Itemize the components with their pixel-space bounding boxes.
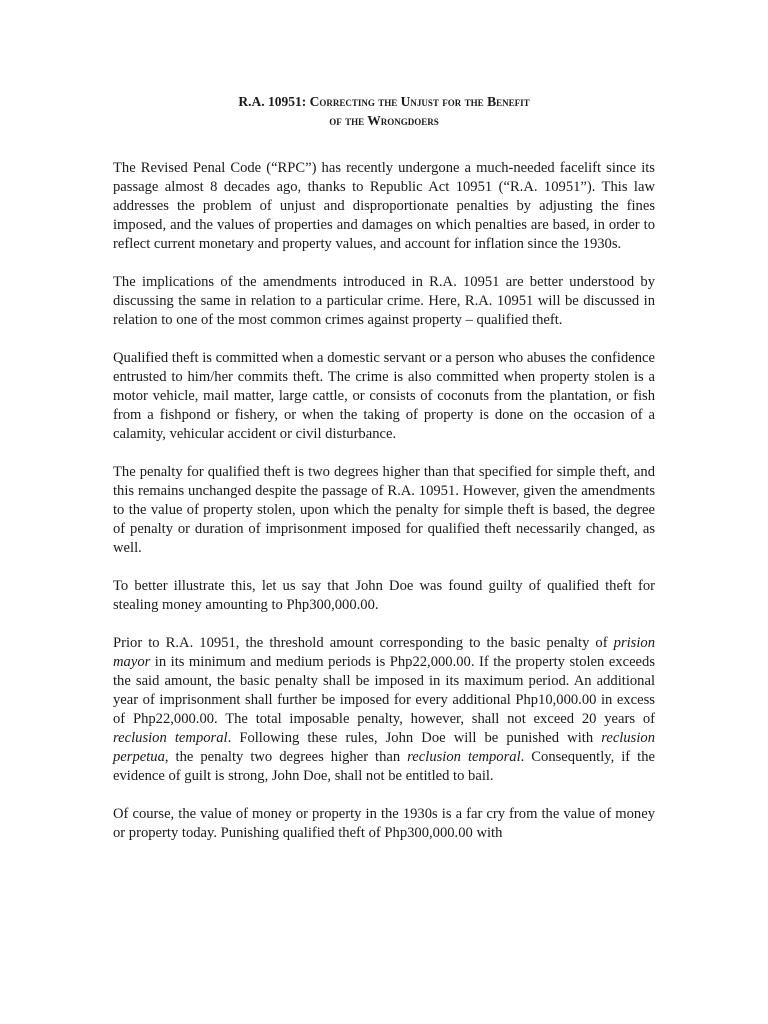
p6-text-2: in its minimum and medium periods is Php22,000.00. If the property stolen exceeds the said amount, the basic penalty shall be imposed in its maximum period. An additional year of imprisonment shall further be imposed for every additional Php10,000.00 in excess of Php22,000.00. The total imposable penalty, however, shall not exceed 20 years of — [113, 654, 655, 727]
p6-italic-reclusion-perpetua: reclusion perpetua — [113, 730, 655, 765]
document-title — [113, 92, 655, 130]
paragraph-1: The Revised Penal Code (“RPC”) has recently undergone a much-needed facelift since its passage almost 8 decades ago, thanks to Republic Act 10951 (“R.A. 10951”). This law addresses the problem of unjust and disproportionate penalties by adjusting the fines imposed, and the values of properties and damages on which penalties are based, in order to reflect current monetary and property values, and account for inflation since the 1930s. — [113, 160, 655, 252]
paragraph-4: The penalty for qualified theft is two degrees higher than that specified for simple theft, and this remains unchanged despite the passage of R.A. 10951. However, given the amendments to the value of property stolen, upon which the penalty for simple theft is based, the degree of penalty or duration of imprisonment imposed for qualified theft necessarily changed, as well. — [113, 464, 655, 556]
p6-italic-reclusion-temporal-2: reclusion temporal — [407, 749, 521, 765]
title-line-1: R.A. 10951: Correcting the Unjust for the Benefit — [238, 94, 530, 109]
paragraph-6 — [113, 634, 655, 786]
paragraph-2: The implications of the amendments introduced in R.A. 10951 are better understood by discussing the same in relation to a particular crime. Here, R.A. 10951 will be discussed in relation to one of the most common crimes against property – qualified theft. — [113, 274, 655, 328]
p6-text-1: Prior to R.A. 10951, the threshold amount corresponding to the basic penalty of — [113, 635, 614, 651]
title-line-2: of the Wrongdoers — [329, 113, 439, 128]
paragraph-3: Qualified theft is committed when a domestic servant or a person who abuses the confidence entrusted to him/her commits theft. The crime is also committed when property stolen is a motor vehicle, mail matter, large cattle, or consists of coconuts from the plantation, or fish from a fishpond or fishery, or when the taking of property is done on the occasion of a calamity, vehicular accident or civil disturbance. — [113, 350, 655, 442]
p6-italic-reclusion-temporal-1: reclusion temporal — [113, 730, 228, 746]
p6-text-5: . Consequently, if the evidence of guilt is strong, John Doe, shall not be entitled to bail. — [113, 749, 655, 784]
p6-text-4: , the penalty two degrees higher than — [164, 749, 408, 765]
paragraph-5: To better illustrate this, let us say that John Doe was found guilty of qualified theft for stealing money amounting to Php300,000.00. — [113, 578, 655, 613]
document-page — [113, 92, 655, 862]
p6-italic-prision-mayor: prision mayor — [113, 635, 655, 670]
p6-text-3: . Following these rules, John Doe will be punished with — [227, 730, 602, 746]
paragraph-7: Of course, the value of money or property in the 1930s is a far cry from the value of money or property today. Punishing qualified theft of Php300,000.00 with — [113, 806, 655, 841]
